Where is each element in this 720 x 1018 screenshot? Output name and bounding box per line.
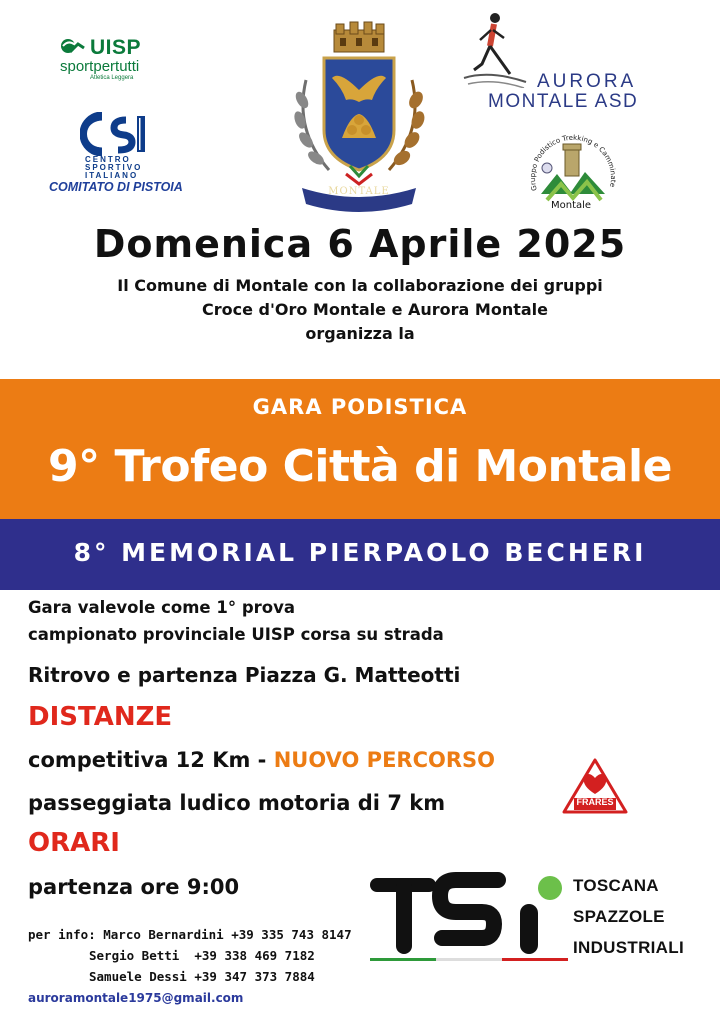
uisp-name: UISP xyxy=(90,36,142,59)
csi-name xyxy=(85,156,142,180)
tsi-line-2: SPAZZOLE xyxy=(573,907,665,926)
frares-text: FRARES xyxy=(576,797,614,807)
intro-line-2: Croce d'Oro Montale e Aurora Montale xyxy=(201,300,548,319)
trofeo-title: 9° Trofeo Città di Montale xyxy=(48,441,672,492)
info-line-2: Sergio Betti +39 338 469 7182 xyxy=(89,948,315,963)
tsi-logo xyxy=(370,872,570,964)
valevole-line-2: campionato provinciale UISP corsa su strada xyxy=(28,625,444,644)
passeggiata-line: passeggiata ludico motoria di 7 km xyxy=(28,791,446,815)
aurora-line-2: MONTALE ASD xyxy=(488,91,639,112)
uisp-logo xyxy=(60,36,190,81)
ritrovo-text: Ritrovo e partenza Piazza G. Matteotti xyxy=(28,663,461,687)
valevole-line-1: Gara valevole come 1° prova xyxy=(28,598,296,617)
info-line-3: Samuele Dessi +39 347 373 7884 xyxy=(89,969,315,984)
csi-line-1: CENTRO xyxy=(85,155,131,164)
nuovo-percorso-text: NUOVO PERCORSO xyxy=(273,748,495,772)
competitiva-text: competitiva 12 Km - xyxy=(28,748,274,772)
crest-banner-text: MONTALE xyxy=(328,186,390,197)
uisp-runner-icon xyxy=(60,38,86,58)
tsi-line-1: TOSCANA xyxy=(573,876,659,895)
csi-line-3: ITALIANO xyxy=(85,171,139,180)
gruppo-arc-text: Gruppo Podistico Trekking e Camminate xyxy=(528,133,618,192)
csi-line-2: SPORTIVO xyxy=(85,163,143,172)
csi-comitato: COMITATO DI PISTOIA xyxy=(49,180,183,194)
intro-line-1: Il Comune di Montale con la collaborazione dei gruppi xyxy=(117,276,603,295)
aurora-montale-logo xyxy=(488,72,638,112)
contact-email[interactable]: auroramontale1975@gmail.com xyxy=(28,991,244,1005)
info-line-1: per info: Marco Bernardini +39 335 743 8147 xyxy=(28,927,352,942)
partenza-line: partenza ore 9:00 xyxy=(28,875,240,899)
competitiva-line xyxy=(28,748,495,772)
orari-heading: ORARI xyxy=(28,828,120,858)
intro-line-3: organizza la xyxy=(305,324,415,343)
frares-logo xyxy=(562,758,628,816)
gara-podistica-heading: GARA PODISTICA xyxy=(252,395,468,419)
uisp-subtitle: Atletica Leggera xyxy=(90,75,134,81)
aurora-line-1: AURORA xyxy=(536,71,637,92)
uisp-tagline: sportpertutti xyxy=(60,58,140,75)
event-date: Domenica 6 Aprile 2025 xyxy=(93,222,627,266)
distanze-heading: DISTANZE xyxy=(28,702,173,732)
memorial-title: 8° MEMORIAL PIERPAOLO BECHERI xyxy=(73,538,647,567)
csi-logo-mark xyxy=(80,112,150,156)
gruppo-town: Montale xyxy=(551,200,592,211)
tsi-line-3: INDUSTRIALI xyxy=(573,938,684,957)
